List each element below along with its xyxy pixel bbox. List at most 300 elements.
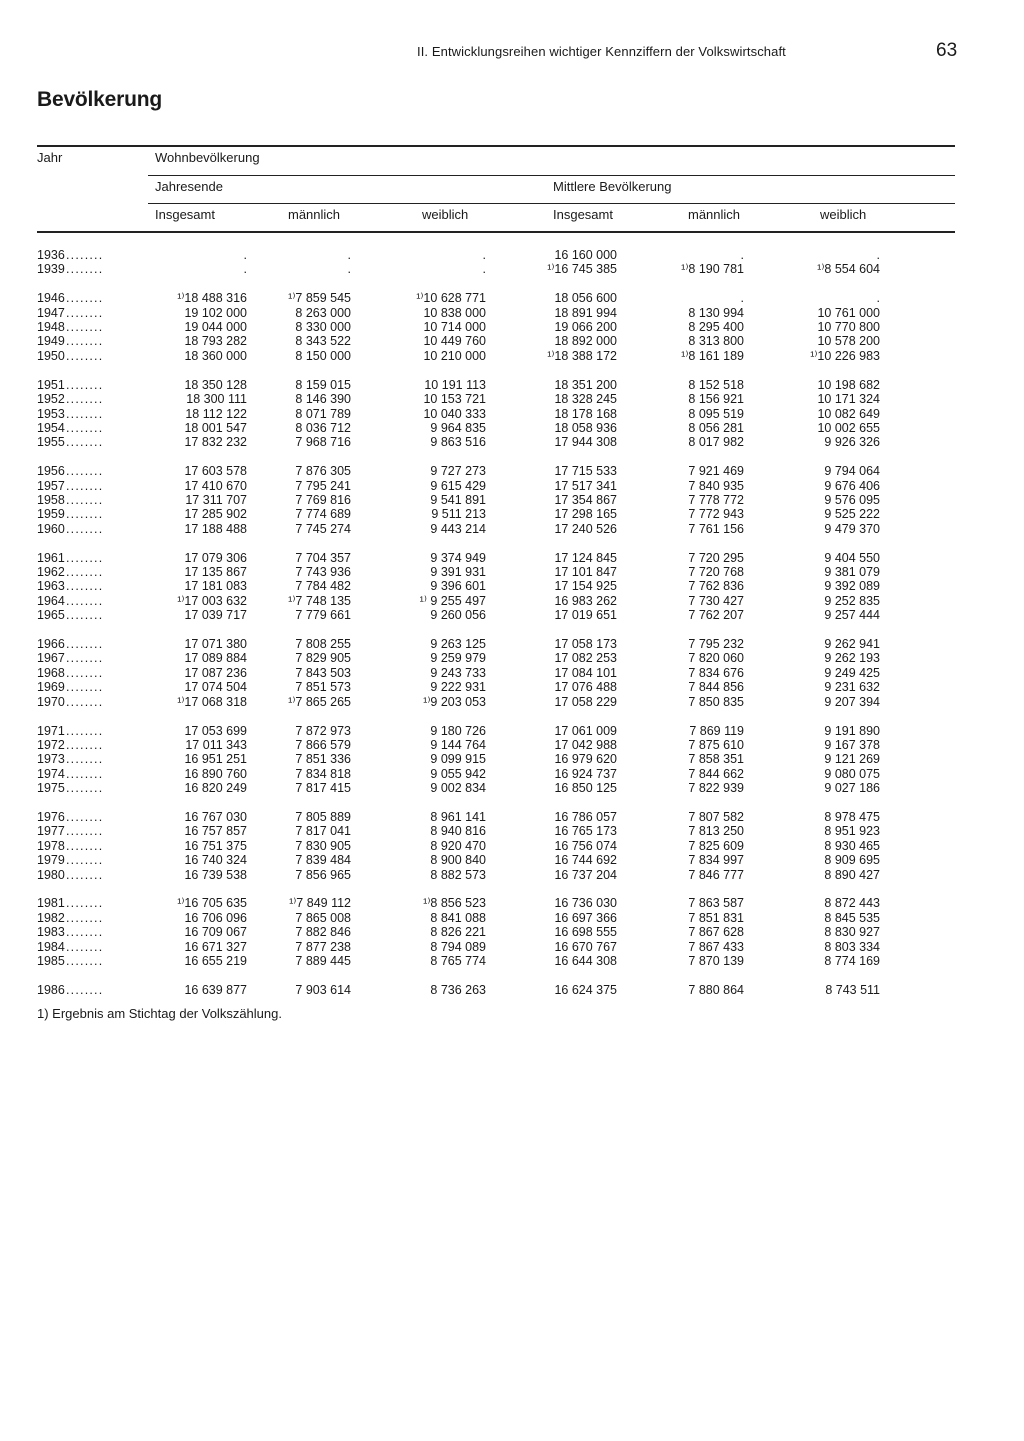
cell-mittlere-insgesamt: 17 354 867 xyxy=(554,492,617,507)
cell-jahresende-maennlich: 7 817 415 xyxy=(295,781,351,796)
cell-jahresende-maennlich: 7 805 889 xyxy=(295,810,351,824)
leader-dots: ........ xyxy=(66,464,104,479)
cell-mittlere-insgesamt: 17 061 009 xyxy=(554,723,617,738)
cell-mittlere-insgesamt: 16 644 308 xyxy=(554,954,617,969)
cell-jahresende-weiblich: 9 374 949 xyxy=(430,550,486,565)
cell-mittlere-insgesamt: ¹⁾18 388 172 xyxy=(547,348,617,363)
table-row xyxy=(0,911,1024,925)
table-row xyxy=(0,594,1024,608)
cell-mittlere-weiblich: 9 262 193 xyxy=(824,651,880,666)
header-maennlich-mittlere: männlich xyxy=(688,207,741,222)
cell-jahresende-maennlich: 7 817 041 xyxy=(295,824,351,839)
cell-mittlere-insgesamt: 16 983 262 xyxy=(554,593,617,608)
header-insgesamt-jahresende: Insgesamt xyxy=(155,207,215,222)
cell-jahresende-weiblich: ¹⁾9 203 053 xyxy=(423,694,486,709)
cell-jahresende-insgesamt: 17 011 343 xyxy=(185,737,247,752)
leader-dots: ........ xyxy=(66,521,104,536)
cell-jahresende-maennlich: 7 743 936 xyxy=(295,565,351,580)
cell-jahresende-maennlich: 8 071 789 xyxy=(295,406,351,421)
table-row xyxy=(0,925,1024,939)
cell-mittlere-insgesamt: 17 082 253 xyxy=(554,651,617,666)
cell-mittlere-maennlich: 7 834 997 xyxy=(688,853,744,868)
cell-jahresende-insgesamt: 17 181 083 xyxy=(184,579,247,594)
cell-mittlere-maennlich: 7 840 935 xyxy=(688,478,744,493)
cell-jahresende-weiblich: 8 841 088 xyxy=(430,910,486,925)
cell-mittlere-weiblich: 8 774 169 xyxy=(824,954,880,969)
cell-mittlere-weiblich: 8 803 334 xyxy=(824,939,880,954)
cell-jahresende-weiblich: 10 838 000 xyxy=(423,305,486,320)
cell-mittlere-maennlich: 7 870 139 xyxy=(688,954,744,969)
row-group xyxy=(0,810,1024,882)
cell-jahresende-insgesamt: 16 951 251 xyxy=(184,752,247,767)
row-group xyxy=(0,637,1024,709)
leader-dots: ........ xyxy=(66,896,104,911)
cell-year: 1982 xyxy=(37,910,65,925)
cell-mittlere-maennlich: 8 056 281 xyxy=(688,420,744,435)
cell-jahresende-maennlich: 7 784 482 xyxy=(295,579,351,594)
leader-dots: ........ xyxy=(66,651,104,666)
cell-mittlere-insgesamt: 17 298 165 xyxy=(554,507,617,522)
cell-jahresende-weiblich: ¹⁾10 628 771 xyxy=(416,291,486,306)
cell-year: 1969 xyxy=(37,680,65,695)
table-top-rule xyxy=(37,145,955,147)
leader-dots: ........ xyxy=(66,248,104,262)
cell-year: 1964 xyxy=(37,593,65,608)
table-row xyxy=(0,421,1024,435)
cell-jahresende-insgesamt: 16 655 219 xyxy=(184,954,247,969)
leader-dots: ........ xyxy=(66,579,104,594)
page-title: Bevölkerung xyxy=(37,88,162,111)
cell-jahresende-weiblich: 9 260 056 xyxy=(430,608,486,623)
cell-jahresende-maennlich: 7 704 357 xyxy=(295,550,351,565)
cell-jahresende-insgesamt: 16 890 760 xyxy=(184,766,247,781)
header-weiblich-jahresende: weiblich xyxy=(422,207,469,222)
cell-jahresende-weiblich: 9 180 726 xyxy=(430,723,486,738)
table-row xyxy=(0,954,1024,968)
table-row xyxy=(0,724,1024,738)
cell-jahresende-weiblich: 10 153 721 xyxy=(423,392,486,407)
table-row xyxy=(0,349,1024,363)
cell-mittlere-insgesamt: ¹⁾16 745 385 xyxy=(547,262,617,277)
header-jahresende: Jahresende xyxy=(155,179,223,194)
cell-jahresende-insgesamt: 17 603 578 xyxy=(184,464,247,479)
cell-jahresende-maennlich: 8 330 000 xyxy=(295,320,351,335)
table-row xyxy=(0,507,1024,521)
cell-mittlere-weiblich: 10 171 324 xyxy=(817,392,880,407)
cell-mittlere-weiblich: 10 761 000 xyxy=(817,305,880,320)
table-row xyxy=(0,680,1024,694)
cell-mittlere-weiblich: 9 191 890 xyxy=(824,723,880,738)
leader-dots: ........ xyxy=(66,766,104,781)
cell-jahresende-weiblich: 9 964 835 xyxy=(430,420,486,435)
cell-jahresende-maennlich: 7 745 274 xyxy=(295,521,351,536)
leader-dots: ........ xyxy=(66,824,104,839)
cell-jahresende-maennlich: 7 889 445 xyxy=(295,954,351,969)
leader-dots: ........ xyxy=(66,737,104,752)
leader-dots: ........ xyxy=(66,752,104,767)
table-row xyxy=(0,551,1024,565)
leader-dots: ........ xyxy=(66,320,104,335)
cell-year: 1983 xyxy=(37,925,65,940)
header-jahr: Jahr xyxy=(37,150,63,165)
cell-jahresende-weiblich: 10 714 000 xyxy=(423,320,486,335)
leader-dots: ........ xyxy=(66,334,104,349)
cell-jahresende-insgesamt: 18 112 122 xyxy=(185,406,247,421)
table-row xyxy=(0,983,1024,997)
cell-mittlere-weiblich: 9 207 394 xyxy=(824,694,880,709)
row-group xyxy=(0,983,1024,997)
cell-jahresende-insgesamt: 16 709 067 xyxy=(184,925,247,940)
cell-mittlere-insgesamt: 18 328 245 xyxy=(554,392,617,407)
cell-mittlere-weiblich: ¹⁾10 226 983 xyxy=(810,348,880,363)
table-row xyxy=(0,407,1024,421)
cell-jahresende-weiblich: 8 765 774 xyxy=(430,954,486,969)
cell-jahresende-insgesamt: 19 044 000 xyxy=(184,320,247,335)
cell-mittlere-weiblich: 9 167 378 xyxy=(824,737,880,752)
header-insgesamt-mittlere: Insgesamt xyxy=(553,207,613,222)
cell-mittlere-weiblich: 9 576 095 xyxy=(824,492,880,507)
cell-year: 1956 xyxy=(37,464,65,479)
cell-mittlere-maennlich: 7 795 232 xyxy=(688,637,744,652)
leader-dots: ........ xyxy=(66,781,104,796)
cell-jahresende-maennlich: 8 263 000 xyxy=(295,305,351,320)
cell-jahresende-weiblich: 9 055 942 xyxy=(430,766,486,781)
cell-jahresende-insgesamt: 18 001 547 xyxy=(184,420,247,435)
cell-mittlere-maennlich: ¹⁾8 190 781 xyxy=(681,262,744,277)
cell-mittlere-insgesamt: 17 715 533 xyxy=(554,464,617,479)
cell-mittlere-maennlich: 7 762 836 xyxy=(688,579,744,594)
cell-jahresende-weiblich: 8 900 840 xyxy=(430,853,486,868)
table-row xyxy=(0,248,1024,262)
cell-jahresende-insgesamt: ¹⁾16 705 635 xyxy=(177,896,247,911)
cell-jahresende-weiblich: 9 222 931 xyxy=(430,680,486,695)
cell-jahresende-insgesamt: 17 039 717 xyxy=(184,608,247,623)
cell-mittlere-weiblich: 9 404 550 xyxy=(824,550,880,565)
cell-year: 1970 xyxy=(37,694,65,709)
leader-dots: ........ xyxy=(66,723,104,738)
cell-mittlere-insgesamt: 19 066 200 xyxy=(554,320,617,335)
leader-dots: ........ xyxy=(66,593,104,608)
cell-mittlere-insgesamt: 17 240 526 xyxy=(554,521,617,536)
leader-dots: ........ xyxy=(66,406,104,421)
cell-mittlere-maennlich: 7 844 662 xyxy=(688,766,744,781)
leader-dots: ........ xyxy=(66,305,104,320)
cell-year: 1986 xyxy=(37,982,65,997)
cell-mittlere-maennlich: 8 295 400 xyxy=(688,320,744,335)
cell-year: 1979 xyxy=(37,853,65,868)
leader-dots: ........ xyxy=(66,550,104,565)
cell-jahresende-weiblich: 8 920 470 xyxy=(430,838,486,853)
cell-mittlere-weiblich: 9 676 406 xyxy=(824,478,880,493)
cell-jahresende-insgesamt: 16 751 375 xyxy=(184,838,247,853)
cell-mittlere-weiblich: 9 479 370 xyxy=(824,521,880,536)
cell-year: 1971 xyxy=(37,723,65,738)
leader-dots: ........ xyxy=(66,435,104,450)
leader-dots: ........ xyxy=(66,377,104,392)
leader-dots: ........ xyxy=(66,810,104,824)
cell-year: 1962 xyxy=(37,565,65,580)
cell-mittlere-insgesamt: 16 160 000 xyxy=(554,248,617,262)
cell-mittlere-weiblich: 9 231 632 xyxy=(824,680,880,695)
cell-mittlere-maennlich: 7 834 676 xyxy=(688,665,744,680)
cell-jahresende-insgesamt: 16 820 249 xyxy=(184,781,247,796)
cell-mittlere-weiblich: 9 252 835 xyxy=(824,593,880,608)
cell-mittlere-weiblich: 8 890 427 xyxy=(824,867,880,882)
cell-year: 1963 xyxy=(37,579,65,594)
cell-year: 1966 xyxy=(37,637,65,652)
cell-year: 1973 xyxy=(37,752,65,767)
cell-jahresende-insgesamt: 16 740 324 xyxy=(184,853,247,868)
header-mittlere-bevoelkerung: Mittlere Bevölkerung xyxy=(553,179,672,194)
cell-jahresende-insgesamt: 17 285 902 xyxy=(184,507,247,522)
cell-jahresende-maennlich: 7 843 503 xyxy=(295,665,351,680)
cell-jahresende-weiblich: 10 040 333 xyxy=(423,406,486,421)
table-body xyxy=(0,248,1024,1012)
cell-jahresende-insgesamt: 17 188 488 xyxy=(184,521,247,536)
cell-jahresende-insgesamt: . xyxy=(243,248,247,262)
cell-mittlere-weiblich: 9 080 075 xyxy=(824,766,880,781)
cell-jahresende-insgesamt: ¹⁾18 488 316 xyxy=(177,291,247,306)
header-rule-wohnbevoelkerung xyxy=(148,175,955,176)
cell-mittlere-maennlich: 7 880 864 xyxy=(688,982,744,997)
cell-mittlere-maennlich: 8 095 519 xyxy=(688,406,744,421)
cell-mittlere-insgesamt: 16 736 030 xyxy=(554,896,617,911)
leader-dots: ........ xyxy=(66,838,104,853)
cell-mittlere-maennlich: 8 152 518 xyxy=(688,377,744,392)
footnote: 1) Ergebnis am Stichtag der Volkszählung. xyxy=(37,1006,282,1021)
table-row xyxy=(0,320,1024,334)
cell-mittlere-maennlich: 8 313 800 xyxy=(688,334,744,349)
cell-mittlere-maennlich: ¹⁾8 161 189 xyxy=(681,348,744,363)
cell-jahresende-maennlich: 7 903 614 xyxy=(295,982,351,997)
row-group xyxy=(0,248,1024,277)
cell-year: 1961 xyxy=(37,550,65,565)
cell-mittlere-insgesamt: 17 084 101 xyxy=(554,665,617,680)
cell-jahresende-maennlich: 7 839 484 xyxy=(295,853,351,868)
cell-mittlere-insgesamt: 17 517 341 xyxy=(554,478,617,493)
cell-jahresende-maennlich: 7 795 241 xyxy=(295,478,351,493)
table-row xyxy=(0,637,1024,651)
cell-jahresende-insgesamt: 17 053 699 xyxy=(184,723,247,738)
row-group xyxy=(0,464,1024,536)
cell-jahresende-insgesamt: 17 079 306 xyxy=(184,550,247,565)
cell-year: 1965 xyxy=(37,608,65,623)
cell-mittlere-weiblich: 9 381 079 xyxy=(824,565,880,580)
cell-jahresende-insgesamt: 16 739 538 xyxy=(184,867,247,882)
cell-jahresende-weiblich: 8 940 816 xyxy=(430,824,486,839)
table-row xyxy=(0,306,1024,320)
cell-jahresende-maennlich: 7 808 255 xyxy=(295,637,351,652)
row-group xyxy=(0,551,1024,623)
cell-mittlere-maennlich: 7 875 610 xyxy=(688,737,744,752)
cell-mittlere-insgesamt: 16 624 375 xyxy=(554,982,617,997)
leader-dots: ........ xyxy=(66,680,104,695)
cell-jahresende-maennlich: 7 882 846 xyxy=(295,925,351,940)
cell-mittlere-maennlich: 7 858 351 xyxy=(688,752,744,767)
table-row xyxy=(0,767,1024,781)
leader-dots: ........ xyxy=(66,910,104,925)
table-row xyxy=(0,378,1024,392)
leader-dots: ........ xyxy=(66,665,104,680)
cell-jahresende-weiblich: 8 826 221 xyxy=(430,925,486,940)
cell-jahresende-insgesamt: 16 767 030 xyxy=(184,810,247,824)
cell-jahresende-weiblich: 8 882 573 xyxy=(430,867,486,882)
cell-jahresende-insgesamt: 17 087 236 xyxy=(184,665,247,680)
cell-mittlere-weiblich: 8 872 443 xyxy=(824,896,880,911)
cell-mittlere-weiblich: 10 578 200 xyxy=(817,334,880,349)
table-row xyxy=(0,479,1024,493)
cell-mittlere-weiblich: 8 743 511 xyxy=(825,982,880,997)
cell-jahresende-insgesamt: 17 311 707 xyxy=(185,492,247,507)
table-row xyxy=(0,579,1024,593)
cell-jahresende-insgesamt: 18 300 111 xyxy=(186,392,247,407)
cell-year: 1981 xyxy=(37,896,65,911)
cell-mittlere-weiblich: 9 257 444 xyxy=(824,608,880,623)
cell-jahresende-weiblich: 9 511 213 xyxy=(431,507,486,522)
table-row xyxy=(0,824,1024,838)
cell-year: 1980 xyxy=(37,867,65,882)
cell-jahresende-maennlich: 8 343 522 xyxy=(295,334,351,349)
table-row xyxy=(0,940,1024,954)
leader-dots: ........ xyxy=(66,420,104,435)
leader-dots: ........ xyxy=(66,478,104,493)
cell-mittlere-weiblich: 10 082 649 xyxy=(817,406,880,421)
cell-mittlere-insgesamt: 16 744 692 xyxy=(554,853,617,868)
cell-mittlere-weiblich: 9 262 941 xyxy=(824,637,880,652)
cell-mittlere-insgesamt: 16 786 057 xyxy=(554,810,617,824)
cell-jahresende-insgesamt: 18 360 000 xyxy=(184,348,247,363)
cell-jahresende-maennlich: ¹⁾7 859 545 xyxy=(288,291,351,306)
cell-mittlere-maennlich: 7 813 250 xyxy=(688,824,744,839)
cell-mittlere-weiblich: 10 002 655 xyxy=(817,420,880,435)
cell-year: 1959 xyxy=(37,507,65,522)
cell-jahresende-weiblich: 9 615 429 xyxy=(430,478,486,493)
cell-year: 1957 xyxy=(37,478,65,493)
cell-jahresende-maennlich: 7 769 816 xyxy=(295,492,351,507)
cell-jahresende-weiblich: 9 243 733 xyxy=(430,665,486,680)
cell-jahresende-weiblich: 9 396 601 xyxy=(430,579,486,594)
cell-year: 1951 xyxy=(37,377,65,392)
running-head: II. Entwicklungsreihen wichtiger Kennziffern der Volkswirtschaft xyxy=(417,44,786,59)
cell-mittlere-insgesamt: 18 056 600 xyxy=(554,291,617,306)
cell-jahresende-weiblich: 9 863 516 xyxy=(430,435,486,450)
cell-jahresende-insgesamt: 17 074 504 xyxy=(184,680,247,695)
cell-mittlere-weiblich: 9 926 326 xyxy=(824,435,880,450)
header-maennlich-jahresende: männlich xyxy=(288,207,341,222)
cell-jahresende-weiblich: . xyxy=(482,248,486,262)
cell-year: 1958 xyxy=(37,492,65,507)
cell-jahresende-maennlich: . xyxy=(347,248,351,262)
cell-jahresende-insgesamt: 17 089 884 xyxy=(184,651,247,666)
cell-mittlere-weiblich: 8 845 535 xyxy=(824,910,880,925)
header-rule-jahresende xyxy=(148,203,955,204)
cell-mittlere-weiblich: . xyxy=(876,291,880,306)
table-row xyxy=(0,868,1024,882)
cell-mittlere-maennlich: 7 867 628 xyxy=(688,925,744,940)
leader-dots: ........ xyxy=(66,565,104,580)
table-row xyxy=(0,853,1024,867)
cell-year: 1975 xyxy=(37,781,65,796)
cell-jahresende-maennlich: 7 830 905 xyxy=(295,838,351,853)
cell-mittlere-maennlich: 8 156 921 xyxy=(688,392,744,407)
cell-year: 1985 xyxy=(37,954,65,969)
cell-jahresende-weiblich: 8 736 263 xyxy=(430,982,486,997)
row-group xyxy=(0,724,1024,796)
table-row xyxy=(0,666,1024,680)
cell-jahresende-maennlich: 7 877 238 xyxy=(295,939,351,954)
cell-jahresende-weiblich: ¹⁾ 9 255 497 xyxy=(419,593,486,608)
cell-jahresende-maennlich: . xyxy=(347,262,351,277)
cell-jahresende-maennlich: 7 829 905 xyxy=(295,651,351,666)
table-row xyxy=(0,839,1024,853)
cell-year: 1949 xyxy=(37,334,65,349)
cell-mittlere-weiblich: 10 198 682 xyxy=(817,377,880,392)
cell-jahresende-maennlich: 7 876 305 xyxy=(295,464,351,479)
table-row xyxy=(0,334,1024,348)
cell-jahresende-maennlich: ¹⁾7 865 265 xyxy=(288,694,351,709)
cell-mittlere-insgesamt: 18 891 994 xyxy=(554,305,617,320)
cell-jahresende-insgesamt: ¹⁾17 003 632 xyxy=(177,593,247,608)
cell-mittlere-weiblich: 8 930 465 xyxy=(824,838,880,853)
leader-dots: ........ xyxy=(66,392,104,407)
cell-mittlere-maennlich: 7 761 156 xyxy=(688,521,744,536)
cell-mittlere-maennlich: 7 863 587 xyxy=(688,896,744,911)
cell-jahresende-insgesamt: 19 102 000 xyxy=(184,305,247,320)
page-number: 63 xyxy=(936,40,958,61)
cell-mittlere-maennlich: 7 762 207 xyxy=(688,608,744,623)
cell-mittlere-weiblich: 9 794 064 xyxy=(824,464,880,479)
cell-mittlere-insgesamt: 16 979 620 xyxy=(554,752,617,767)
table-row xyxy=(0,781,1024,795)
cell-mittlere-weiblich: 8 951 923 xyxy=(824,824,880,839)
cell-jahresende-maennlich: 7 872 973 xyxy=(295,723,351,738)
cell-mittlere-insgesamt: 17 042 988 xyxy=(554,737,617,752)
row-group xyxy=(0,378,1024,450)
cell-jahresende-insgesamt: 17 135 867 xyxy=(184,565,247,580)
cell-jahresende-maennlich: 7 779 661 xyxy=(295,608,351,623)
cell-year: 1974 xyxy=(37,766,65,781)
cell-mittlere-maennlich: 7 820 060 xyxy=(688,651,744,666)
table-row xyxy=(0,435,1024,449)
cell-mittlere-maennlich: 7 921 469 xyxy=(688,464,744,479)
cell-mittlere-insgesamt: 18 058 936 xyxy=(554,420,617,435)
cell-mittlere-insgesamt: 16 670 767 xyxy=(554,939,617,954)
cell-mittlere-weiblich: ¹⁾8 554 604 xyxy=(817,262,880,277)
cell-mittlere-weiblich: 9 249 425 xyxy=(824,665,880,680)
leader-dots: ........ xyxy=(66,982,104,997)
cell-jahresende-maennlich: 7 866 579 xyxy=(295,737,351,752)
cell-year: 1955 xyxy=(37,435,65,450)
leader-dots: ........ xyxy=(66,853,104,868)
cell-jahresende-maennlich: 8 036 712 xyxy=(295,420,351,435)
cell-jahresende-weiblich: 9 541 891 xyxy=(430,492,486,507)
leader-dots: ........ xyxy=(66,348,104,363)
cell-jahresende-weiblich: 9 391 931 xyxy=(430,565,486,580)
table-row xyxy=(0,493,1024,507)
table-header-bottom-rule xyxy=(37,231,955,233)
cell-mittlere-insgesamt: 16 924 737 xyxy=(554,766,617,781)
cell-jahresende-insgesamt: 17 410 670 xyxy=(184,478,247,493)
cell-jahresende-maennlich: 7 856 965 xyxy=(295,867,351,882)
table-row xyxy=(0,896,1024,910)
cell-mittlere-maennlich: 7 869 119 xyxy=(689,723,744,738)
cell-year: 1978 xyxy=(37,838,65,853)
table-row xyxy=(0,651,1024,665)
cell-jahresende-insgesamt: 16 757 857 xyxy=(184,824,247,839)
cell-mittlere-insgesamt: 17 101 847 xyxy=(554,565,617,580)
cell-mittlere-insgesamt: 17 058 229 xyxy=(554,694,617,709)
cell-mittlere-maennlich: 7 867 433 xyxy=(688,939,744,954)
